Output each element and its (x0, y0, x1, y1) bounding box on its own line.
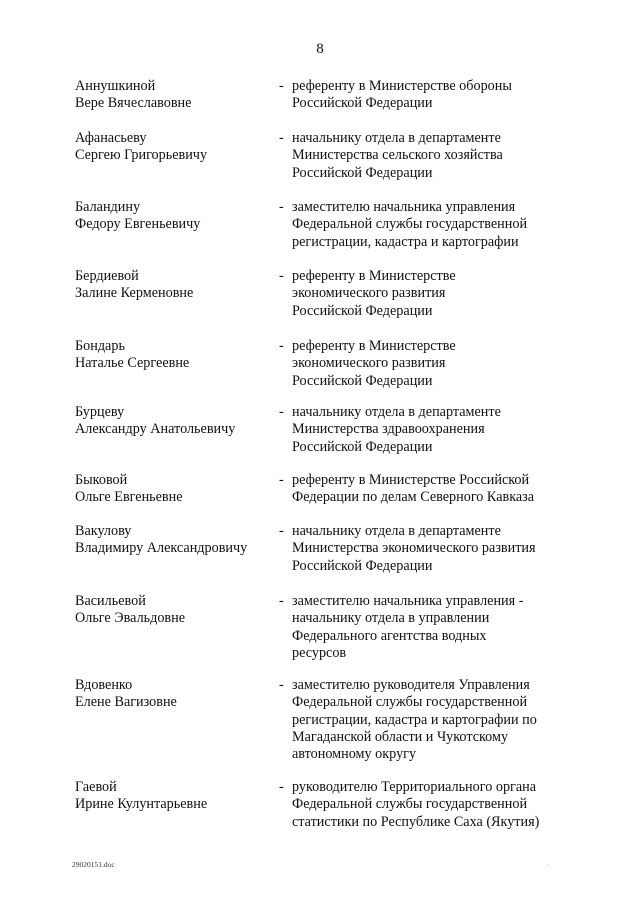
person-name (75, 404, 275, 439)
given-name: Ольге Евгеньевне (75, 489, 183, 506)
surname: Гаевой (75, 779, 117, 795)
person-name (75, 523, 275, 558)
person-name (75, 130, 275, 165)
position-title: начальнику отдела в департаменте Министерства сельского хозяйства Российской Федерации (292, 130, 503, 181)
given-name: Вере Вячеславовне (75, 95, 192, 112)
position-title: референту в Министерстве обороны Российской Федерации (292, 78, 512, 112)
given-name: Владимиру Александровичу (75, 540, 248, 557)
person-name (75, 268, 275, 303)
footer-mark: . (548, 860, 550, 868)
surname: Аннушкиной (75, 78, 156, 94)
surname: Афанасьеву (75, 130, 147, 146)
position-title: заместителю начальника управления - начальнику отдела в управлении Федерального агентства водных ресурсов (292, 593, 524, 661)
position-title: заместителю начальника управления Федеральной службы государственной регистрации, кадастра и картографии (292, 199, 528, 250)
surname: Васильевой (75, 593, 146, 609)
person-name (75, 78, 275, 113)
person-name (75, 472, 275, 507)
person-name (75, 593, 275, 628)
given-name: Федору Евгеньевичу (75, 216, 201, 233)
surname: Быковой (75, 472, 128, 488)
dash-separator: - (279, 78, 284, 94)
dash-separator: - (279, 404, 284, 420)
dash-separator: - (279, 593, 284, 609)
person-name (75, 199, 275, 234)
given-name: Ольге Эвальдовне (75, 610, 186, 627)
given-name: Залине Керменовне (75, 285, 194, 302)
dash-separator: - (279, 472, 284, 488)
person-name (75, 338, 275, 373)
person-name (75, 677, 275, 712)
surname: Бондарь (75, 338, 125, 354)
dash-separator: - (279, 199, 284, 215)
footer-file-name: 29020151.doc (72, 860, 115, 869)
surname: Вакулову (75, 523, 132, 539)
given-name: Елене Вагизовне (75, 694, 177, 711)
dash-separator: - (279, 677, 284, 693)
position-title: начальнику отдела в департаменте Министерства экономического развития Российской Федерации (292, 523, 536, 574)
given-name: Александру Анатольевичу (75, 421, 236, 438)
surname: Бурцеву (75, 404, 125, 420)
page-number: 8 (316, 41, 324, 57)
given-name: Сергею Григорьевичу (75, 147, 208, 164)
surname: Бердиевой (75, 268, 139, 284)
given-name: Наталье Сергеевне (75, 355, 190, 372)
position-title: заместителю руководителя Управления Федеральной службы государственной регистрации, кадастра и картографии по Магаданской области и Чукотскому автономному округу (292, 677, 537, 763)
dash-separator: - (279, 779, 284, 795)
position-title: референту в Министерстве экономического развития Российской Федерации (292, 338, 456, 389)
position-title: руководителю Территориального органа Федеральной службы государственной статистики по Республике Саха (Якутия) (292, 779, 540, 830)
dash-separator: - (279, 130, 284, 146)
surname: Баландину (75, 199, 141, 215)
person-name (75, 779, 275, 814)
position-title: начальнику отдела в департаменте Министерства здравоохранения Российской Федерации (292, 404, 501, 455)
position-title: референту в Министерстве экономического развития Российской Федерации (292, 268, 456, 319)
position-title: референту в Министерстве Российской Федерации по делам Северного Кавказа (292, 472, 535, 506)
surname: Вдовенко (75, 677, 133, 693)
dash-separator: - (279, 268, 284, 284)
given-name: Ирине Кулунтарьевне (75, 796, 208, 813)
dash-separator: - (279, 523, 284, 539)
dash-separator: - (279, 338, 284, 354)
